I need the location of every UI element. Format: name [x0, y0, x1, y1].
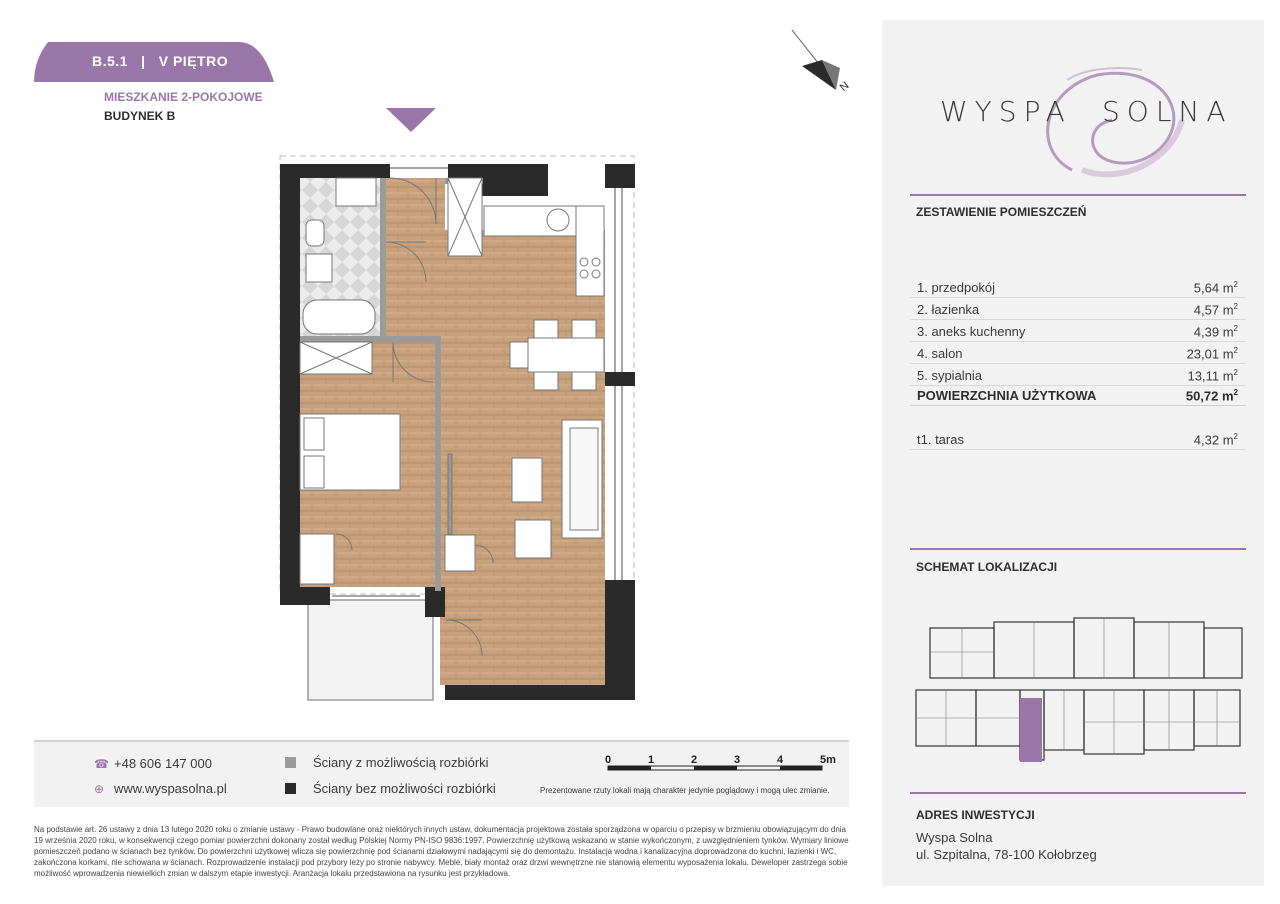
room-name: 2. łazienka — [917, 302, 980, 317]
legal-notice: Na podstawie art. 26 ustawy z dnia 13 lutego 2020 roku o zmianie ustawy - Prawo budowlane oraz niektórych innych ustaw, dokumentacja projektowa została sporządzona w oparciu o przepisy w brzmieniu obowiązującym do dnia 19 września 2020 roku, w konsekwencji czego pomiar powierzchni dokonany został według Polskiej Normy PN-ISO 9836:1997. Powierzchnię użytkową wskazano w stanie wykończonym, z uwzględnieniem tynków. Wymiary liniowe pomieszczeń podano w ścianach bez tynków. Do powierzchni użytkowej wlicza się powierzchnię pod ścianami działowymi nadającymi się do demontażu. Instalacja wodna i kanalizacyjna doprowadzona do kuchni, łazienki i WC, zakończona korkami, nie schowana w ścianach. Rozprowadzenie instalacji pod przybory leży po stronie nabywcy. Meble, biały montaż oraz drzwi wewnętrzne nie stanowią elementu wyposażenia lokalu. Deweloper zastrzega sobie możliwość wprowadzenia niewielkich zmian w dalszym etapie inwestycji. Aranżacja lokalu przedstawiona na rysunku jest przykładowa. — [34, 825, 849, 878]
room-area: 5,64 $m^2$ — [1193, 280, 1238, 296]
globe-icon: ⊕ — [94, 782, 105, 796]
scale-tick-label: 3 — [733, 754, 741, 766]
logo-word-left: WYSPA — [940, 95, 1072, 128]
disclaimer-note: Prezentowane rzuty lokali mają charakter jedynie poglądowy i mogą ulec zmianie. — [540, 786, 830, 795]
info-panel — [882, 20, 1264, 886]
unit-header-tab — [34, 42, 274, 82]
selected-unit-highlight — [1020, 698, 1042, 762]
dark-wall-legend-swatch — [285, 783, 296, 794]
total-area-row — [910, 384, 1246, 406]
total-area-value: 50,72 $m^2$ — [1185, 388, 1238, 404]
light-wall-legend-swatch — [285, 757, 296, 768]
logo-word-right: SOLNA — [1102, 95, 1233, 128]
total-area-label: POWIERZCHNIA UŻYTKOWA — [917, 388, 1097, 403]
unit-tab-text — [92, 53, 228, 69]
room-name: 5. sypialnia — [917, 368, 983, 383]
rooms-section-title: ZESTAWIENIE POMIESZCZEŃ — [916, 205, 1087, 219]
room-row — [910, 320, 1246, 342]
room-row — [910, 298, 1246, 320]
unit-separator: | — [141, 53, 146, 69]
floor-plan — [270, 150, 650, 710]
light-wall-legend-label: Ściany z możliwością rozbiórki — [313, 755, 489, 770]
website-link[interactable] — [94, 781, 227, 796]
room-row — [910, 276, 1246, 298]
scale-tick-label: 1 — [647, 754, 655, 766]
terrace — [308, 600, 433, 700]
building-label: BUDYNEK B — [104, 109, 176, 123]
dark-wall-legend-label: Ściany bez możliwości rozbiórki — [313, 781, 496, 796]
address-section-title: ADRES INWESTYCJI — [916, 808, 1035, 822]
scale-tick-label: 4 — [776, 754, 784, 766]
terrace-area: 4,32 $m^2$ — [1193, 432, 1238, 448]
terrace-name: t1. taras — [917, 432, 964, 447]
scale-tick-label: 5m — [820, 754, 836, 766]
room-row — [910, 342, 1246, 364]
scale-tick-label: 2 — [690, 754, 698, 766]
location-section-title: SCHEMAT LOKALIZACJI — [916, 560, 1058, 574]
website-url: www.wyspasolna.pl — [114, 781, 227, 796]
room-name: 4. salon — [917, 346, 963, 361]
phone-number: +48 606 147 000 — [114, 756, 212, 771]
room-area: 4,57 $m^2$ — [1193, 302, 1238, 318]
floor-label: V PIĘTRO — [158, 53, 229, 69]
apartment-type: MIESZKANIE 2-POKOJOWE — [104, 90, 263, 104]
location-divider — [910, 548, 1246, 550]
room-area: 23,01 $m^2$ — [1186, 346, 1238, 362]
unit-code: B.5.1 — [92, 53, 128, 69]
entrance-arrow-icon — [386, 108, 436, 134]
site-location-map — [910, 602, 1246, 766]
address-street: ul. Szpitalna, 78-100 Kołobrzeg — [916, 847, 1097, 862]
room-row — [910, 364, 1246, 386]
phone-contact[interactable] — [94, 756, 212, 771]
room-area: 4,39 $m^2$ — [1193, 324, 1238, 340]
compass-north-label: N — [837, 79, 852, 94]
address-divider — [910, 792, 1246, 794]
address-name: Wyspa Solna — [916, 830, 993, 845]
room-area: 13,11 $m^2$ — [1187, 368, 1238, 384]
scale-bar — [598, 752, 846, 782]
scale-tick-label: 0 — [604, 754, 612, 766]
north-compass-icon — [790, 28, 860, 98]
room-name: 3. aneks kuchenny — [917, 324, 1026, 339]
terrace-row — [910, 428, 1246, 450]
phone-icon: ☎ — [94, 757, 109, 771]
room-name: 1. przedpokój — [917, 280, 996, 295]
rooms-divider — [910, 194, 1246, 196]
